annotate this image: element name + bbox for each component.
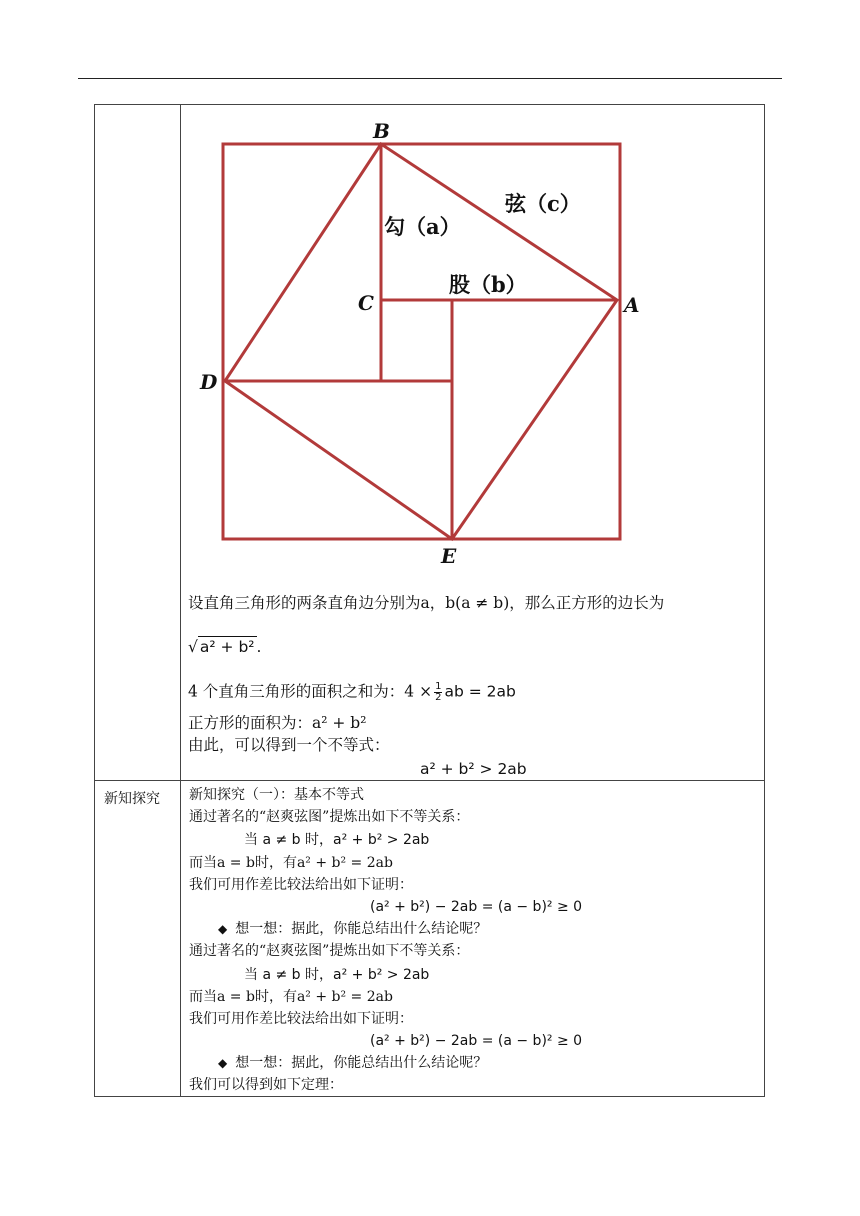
equality-2: 而当a = b时，有a² + b² = 2ab	[189, 989, 393, 1005]
point-d-label: D	[200, 370, 218, 394]
area-sum-prefix: 4 个直角三角形的面积之和为：4 ×	[188, 682, 433, 701]
fraction-denominator: 2	[435, 692, 442, 703]
think-1	[218, 920, 487, 938]
fraction-numerator: 1	[435, 681, 442, 692]
section-title: 新知探究（一）：基本不等式	[189, 787, 364, 803]
sqrt-sign: √	[188, 638, 198, 656]
sqrt-radicand: a² + b²	[199, 638, 255, 656]
text-line-6: a² + b² > 2ab	[420, 760, 527, 778]
diamond-bullet-icon: ◆	[218, 922, 228, 936]
point-e-label: E	[441, 544, 457, 568]
diamond-bullet-icon: ◆	[218, 1056, 228, 1070]
table-column-divider	[180, 104, 181, 1097]
point-c-label: C	[358, 291, 374, 315]
zhao-shuang-diagram	[195, 118, 645, 573]
method-2: 我们可用作差比较法给出如下证明：	[189, 1011, 413, 1027]
condition-2: 当 a ≠ b 时，a² + b² > 2ab	[244, 967, 430, 983]
text-line-3	[188, 682, 516, 703]
area-sum-result: ab = 2ab	[444, 682, 516, 701]
fraction-half	[434, 682, 442, 703]
text-line-4: 正方形的面积为：a² + b²	[188, 714, 367, 732]
equality-1: 而当a = b时，有a² + b² = 2ab	[189, 855, 393, 871]
intro-2: 通过著名的“赵爽弦图”提炼出如下不等关系：	[189, 943, 470, 959]
think-2	[218, 1054, 487, 1072]
text-line-1: 设直角三角形的两条直角边分别为a，b(a ≠ b)，那么正方形的边长为	[188, 594, 665, 612]
label-xian: 弦（c）	[505, 191, 581, 216]
final-line: 我们可以得到如下定理：	[189, 1077, 343, 1093]
proof-1: (a² + b²) − 2ab = (a − b)² ≥ 0	[370, 899, 583, 915]
point-a-label: A	[624, 293, 640, 317]
method-1: 我们可用作差比较法给出如下证明：	[189, 877, 413, 893]
text-line-5: 由此，可以得到一个不等式：	[188, 736, 390, 754]
sqrt-expression	[188, 636, 261, 660]
table-row-divider	[94, 780, 765, 781]
think-text-2: 想一想：据此，你能总结出什么结论呢？	[235, 1055, 488, 1071]
header-rule	[78, 78, 782, 79]
proof-2: (a² + b²) − 2ab = (a − b)² ≥ 0	[370, 1033, 583, 1049]
section-label: 新知探究	[104, 791, 160, 807]
sqrt-tail: .	[256, 638, 262, 656]
label-gu: 股（b）	[449, 272, 527, 297]
intro-1: 通过著名的“赵爽弦图”提炼出如下不等关系：	[189, 809, 470, 825]
condition-1: 当 a ≠ b 时，a² + b² > 2ab	[244, 832, 430, 848]
label-gou: 勾（a）	[384, 214, 461, 239]
point-b-label: B	[373, 119, 390, 143]
think-text-1: 想一想：据此，你能总结出什么结论呢？	[235, 921, 488, 937]
